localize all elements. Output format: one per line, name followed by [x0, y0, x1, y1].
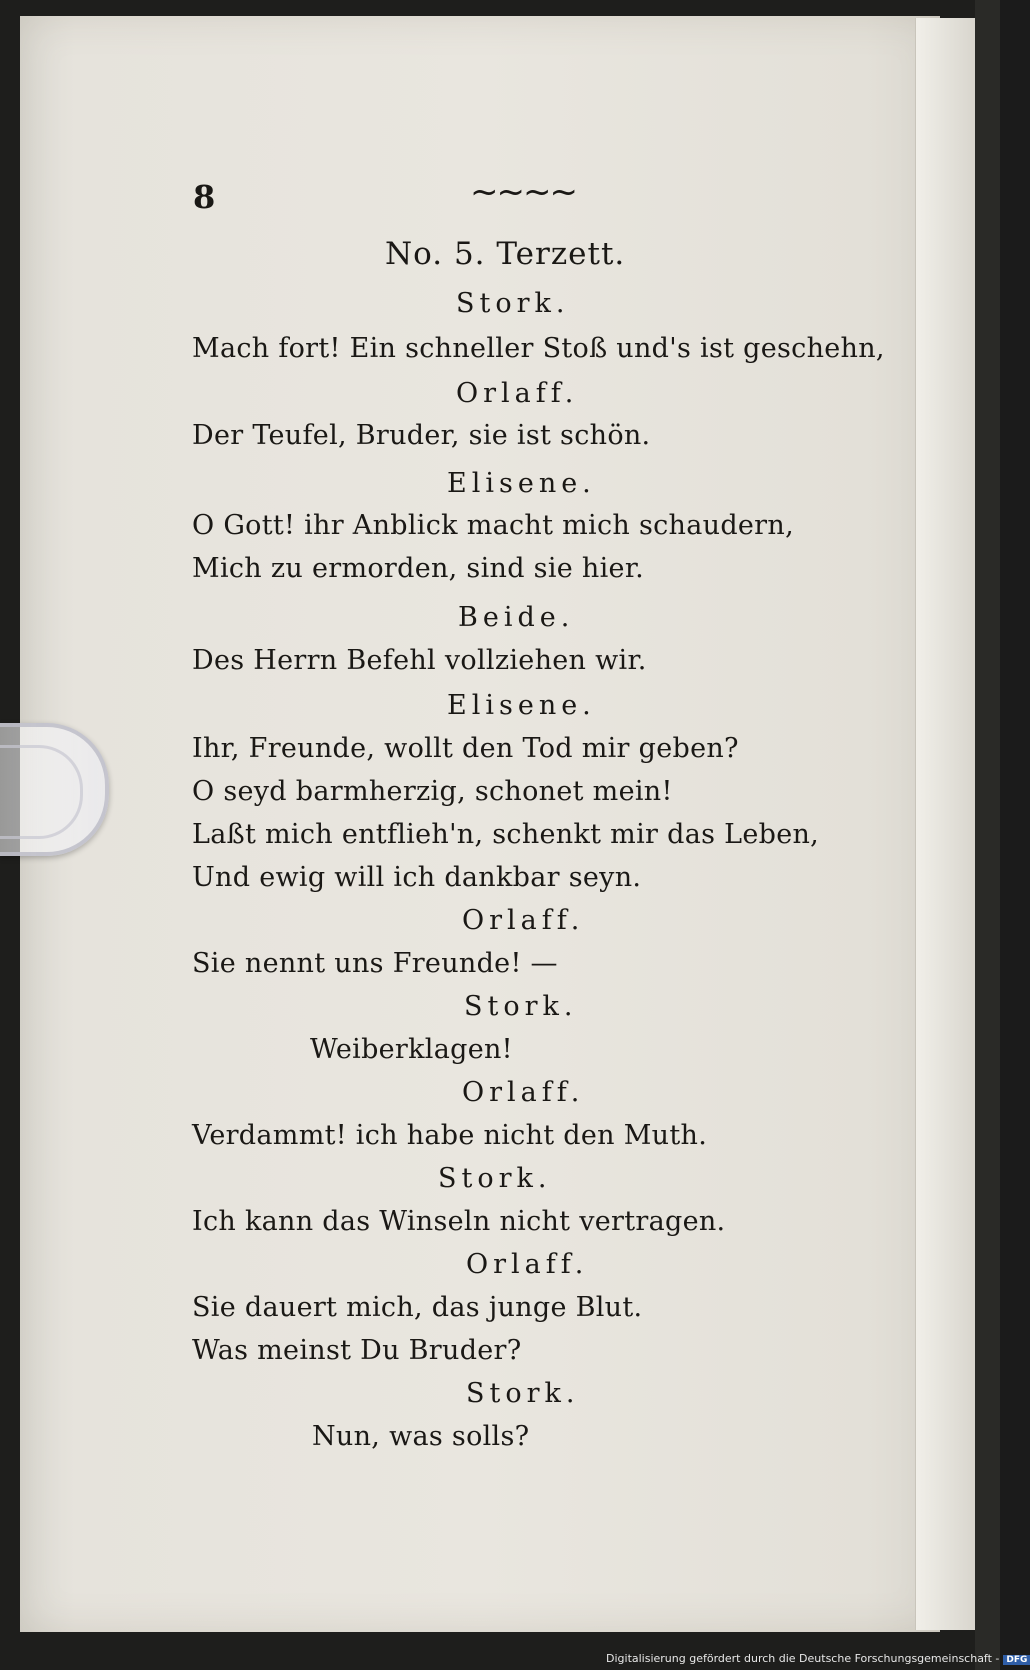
- scan-border: [975, 0, 1000, 1670]
- verse-line: Mich zu ermorden, sind sie hier.: [192, 553, 644, 584]
- speaker-label: Beide.: [458, 602, 575, 633]
- speaker-label: Orlaff.: [462, 905, 585, 936]
- speaker-label: Elisene.: [447, 468, 596, 499]
- verse-line: Weiberklagen!: [310, 1034, 513, 1065]
- speaker-label: Stork.: [456, 288, 570, 319]
- verse-line: Nun, was solls?: [312, 1421, 530, 1452]
- page-clip-inner: [0, 745, 83, 839]
- speaker-label: Stork.: [464, 991, 578, 1022]
- verse-line: O seyd barmherzig, schonet mein!: [192, 776, 673, 807]
- speaker-label: Orlaff.: [466, 1249, 589, 1280]
- speaker-label: Stork.: [466, 1378, 580, 1409]
- page-fold-edge: [915, 18, 976, 1630]
- page-number: 8: [193, 178, 216, 216]
- verse-line: Des Herrn Befehl vollziehen wir.: [192, 645, 647, 676]
- verse-line: Was meinst Du Bruder?: [192, 1335, 522, 1366]
- verse-line: O Gott! ihr Anblick macht mich schaudern,: [192, 510, 794, 541]
- verse-line: Laßt mich entflieh'n, schenkt mir das Leben,: [192, 819, 820, 850]
- verse-line: Ich kann das Winseln nicht vertragen.: [192, 1206, 726, 1237]
- verse-line: Verdammt! ich habe nicht den Muth.: [192, 1120, 708, 1151]
- section-heading: No. 5. Terzett.: [385, 236, 626, 272]
- verse-line: Sie dauert mich, das junge Blut.: [192, 1292, 643, 1323]
- credit-text: Digitalisierung gefördert durch die Deutsche Forschungsgemeinschaft -: [606, 1652, 1000, 1665]
- bleed-through-text: [810, 250, 910, 1550]
- verse-line: Der Teufel, Bruder, sie ist schön.: [192, 420, 651, 451]
- verse-line: Mach fort! Ein schneller Stoß und's ist geschehn,: [192, 333, 885, 364]
- speaker-label: Stork.: [438, 1163, 552, 1194]
- speaker-label: Orlaff.: [456, 378, 579, 409]
- digitization-credit: [606, 1652, 1030, 1665]
- verse-line: Und ewig will ich dankbar seyn.: [192, 862, 642, 893]
- speaker-label: Orlaff.: [462, 1077, 585, 1108]
- verse-line: Ihr, Freunde, wollt den Tod mir geben?: [192, 733, 739, 764]
- dfg-logo: DFG: [1003, 1655, 1030, 1665]
- header-ornament: ~~~~: [470, 172, 576, 212]
- speaker-label: Elisene.: [447, 690, 596, 721]
- verse-line: Sie nennt uns Freunde! —: [192, 948, 558, 979]
